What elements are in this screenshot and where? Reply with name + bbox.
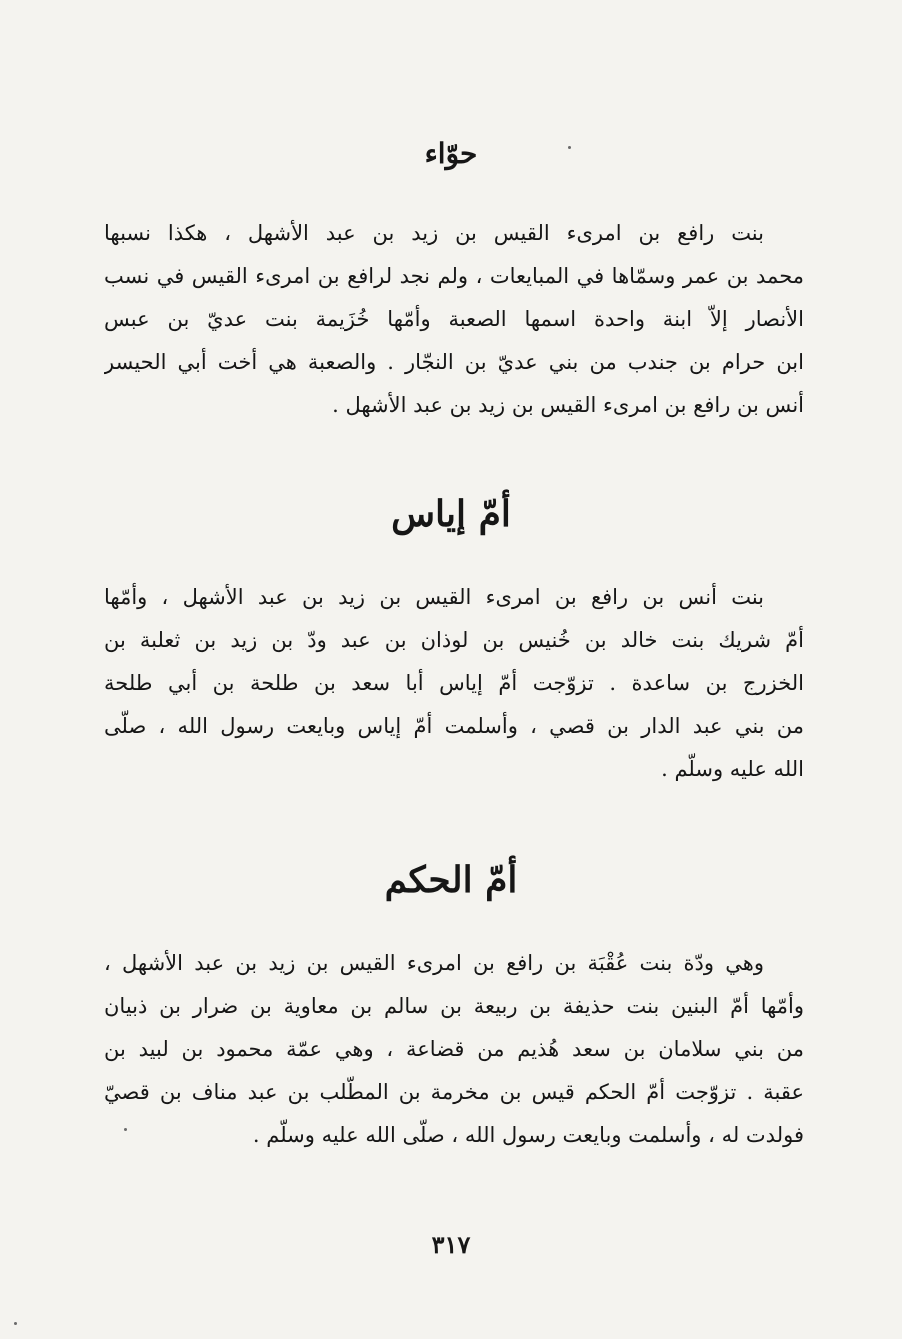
text-line: بنت رافع بن امرىء القيس بن زيد بن عبد الأشهل ، هكذا نسبها (104, 221, 764, 245)
text-line: من بني سلامان بن سعد هُذيم من قضاعة ، وهي عمّة محمود بن لبيد بن (104, 1037, 804, 1061)
text-line: ابن حرام بن جندب من بني عديّ بن النجّار . والصعبة هي أخت أبي الحيسر (104, 350, 804, 374)
paper-speck (14, 1322, 17, 1325)
text-line: بنت أنس بن رافع بن امرىء القيس بن زيد بن عبد الأشهل ، وأمّها (104, 585, 764, 609)
text-line: من بني عبد الدار بن قصي ، وأسلمت أمّ إياس وبايعت رسول الله ، صلّى (104, 714, 804, 738)
text-line: وهي ودّة بنت عُقْبَة بن رافع بن امرىء القيس بن زيد بن عبد الأشهل ، (104, 951, 764, 975)
text-line: وأمّها أمّ البنين بنت حذيفة بن ربيعة بن سالم بن معاوية بن ضرار بن ذبيان (104, 994, 804, 1018)
text-line: عقبة . تزوّجت أمّ الحكم قيس بن مخرمة بن المطّلب بن عبد مناف بن قصيّ (104, 1080, 804, 1104)
paragraph-umm-iyas (104, 576, 804, 791)
text-line: فولدت له ، وأسلمت وبايعت رسول الله ، صلّى الله عليه وسلّم . (252, 1123, 804, 1147)
paper-speck (568, 146, 571, 149)
text-line: أمّ شريك بنت خالد بن خُنيس بن لوذان بن عبد ودّ بن زيد بن ثعلبة بن (104, 628, 804, 652)
text-line: الله عليه وسلّم . (661, 757, 804, 781)
paragraph-hawwa (104, 212, 804, 427)
paper-speck (124, 1128, 127, 1131)
text-line: محمد بن عمر وسمّاها في المبايعات ، ولم نجد لرافع بن امرىء القيس في نسب (104, 264, 804, 288)
paragraph-umm-al-hakam (104, 942, 804, 1157)
section-title-hawwa: حوّاء (424, 137, 478, 170)
section-title-umm-al-hakam: أمّ الحكم (384, 859, 518, 901)
text-line: الخزرج بن ساعدة . تزوّجت أمّ إياس أبا سعد بن طلحة بن أبي طلحة (104, 671, 804, 695)
section-title-umm-iyas: أمّ إياس (391, 493, 511, 535)
text-line: أنس بن رافع بن امرىء القيس بن زيد بن عبد الأشهل . (332, 393, 804, 417)
page-number: ٣١٧ (431, 1230, 471, 1259)
text-line: الأنصار إلاّ ابنة واحدة اسمها الصعبة وأمّها خُزَيمة بنت عديّ بن عبس (104, 307, 804, 331)
